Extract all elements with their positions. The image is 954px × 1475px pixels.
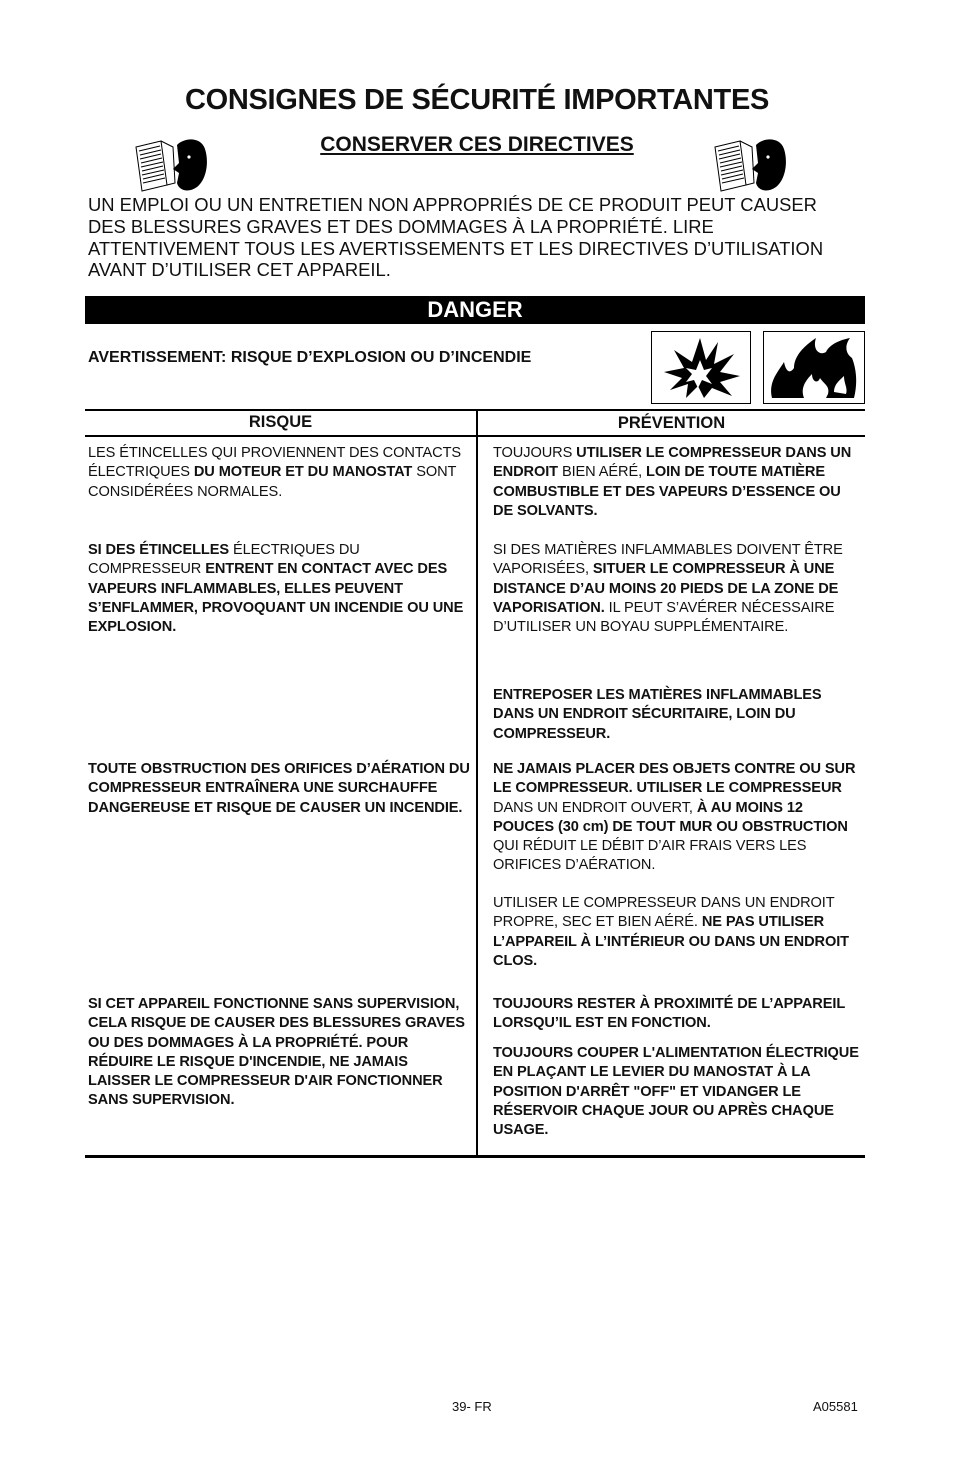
bold-text-run: TOUJOURS RESTER À PROXIMITÉ DE L’APPAREIL LORSQU’IL EST EN FONCTION. (493, 996, 845, 1032)
cell-text (88, 541, 473, 637)
bold-text-run: ENTRENT EN CONTACT AVEC DES VAPEURS INFLAMMABLES, ELLES PEUVENT S’ENFLAMMER, PROVOQUANT UN INCENDIE OU UNE EXPLOSION. (88, 561, 464, 636)
text-run: IL PEUT S’AVÉRER NÉCESSAIRE D’UTILISER UN BOYAU SUPPLÉMENTAIRE. (493, 599, 835, 636)
bold-text-run: LOIN DE TOUTE MATIÈRE COMBUSTIBLE ET DES VAPEURS D’ESSENCE OU DE SOLVANTS. (493, 464, 841, 519)
bold-text-run: NE JAMAIS PLACER DES OBJETS CONTRE OU SUR LE COMPRESSEUR. UTILISER LE COMPRESSEUR (493, 761, 856, 797)
text-run: DANS UN ENDROIT OUVERT, (493, 799, 697, 816)
explosion-icon (652, 332, 749, 402)
intro-line: UN EMPLOI OU UN ENTRETIEN NON APPROPRIÉS DE CE PRODUIT PEUT CAUSER (88, 194, 817, 215)
table-bottom-rule (85, 1155, 865, 1158)
risk-column-header: RISQUE (248, 413, 313, 431)
cell-text (493, 1044, 863, 1140)
text-run: UTILISER LE COMPRESSEUR DANS UN ENDROIT PROPRE, SEC ET BIEN AÉRÉ. (493, 895, 835, 931)
intro-line: AVANT D’UTILISER CET APPAREIL. (88, 259, 391, 281)
cell-text (493, 444, 863, 521)
prevention-column-header: PRÉVENTION (617, 414, 726, 432)
prevention-cell (493, 894, 863, 971)
bold-text-run: TOUJOURS COUPER L'ALIMENTATION ÉLECTRIQUE EN PLAÇANT LE LEVIER DU MANOSTAT À LA POSITION D'ARRÊT "OFF" ET VIDANGER LE RÉSERVOIR CHAQUE JOUR OU APRÈS CHAQUE USAGE. (493, 1045, 859, 1139)
text-run: TOUJOURS (493, 445, 577, 461)
intro-line: ATTENTIVEMENT TOUS LES AVERTISSEMENTS ET LES DIRECTIVES D’UTILISATION (88, 237, 824, 259)
intro-paragraph (88, 194, 878, 281)
text-run: SONT CONSIDÉRÉES NORMALES. (88, 464, 457, 500)
table-top-rule-left (85, 409, 476, 411)
page-number: 39- FR (452, 1399, 492, 1414)
text-run: LES ÉTINCELLES QUI PROVIENNENT DES CONTACTS ÉLECTRIQUES (88, 445, 462, 481)
table-top-rule-right (478, 409, 865, 411)
text-run: ÉLECTRIQUES DU COMPRESSEUR (88, 542, 360, 578)
danger-banner: DANGER (85, 296, 865, 324)
cell-text (88, 444, 473, 502)
prevention-cell (493, 760, 863, 876)
bold-text-run: À AU MOINS 12 POUCES (30 cm) DE TOUT MUR OU OBSTRUCTION (493, 799, 848, 835)
page-title: CONSIGNES DE SÉCURITÉ IMPORTANTES (184, 84, 770, 116)
prevention-cell (493, 444, 863, 521)
column-divider (476, 409, 478, 1157)
text-run: SI DES MATIÈRES INFLAMMABLES DOIVENT ÊTRE VAPORISÉES, (493, 542, 843, 578)
explosion-hazard-box (651, 331, 751, 404)
prevention-cell (493, 1044, 863, 1140)
risk-cell (88, 541, 473, 637)
cell-text (493, 686, 863, 744)
bold-text-run: DU MOTEUR ET DU MANOSTAT (193, 464, 413, 481)
risk-cell (88, 760, 473, 818)
prevention-cell (493, 995, 863, 1034)
cell-text (88, 760, 473, 818)
prevention-cell (493, 541, 863, 637)
bold-text-run: SITUER LE COMPRESSEUR À UNE DISTANCE D’AU MOINS 20 PIEDS DE LA ZONE DE VAPORISATION. (493, 561, 839, 616)
cell-text (88, 995, 473, 1111)
page-subtitle: CONSERVER CES DIRECTIVES (320, 133, 634, 156)
document-code: A05581 (813, 1399, 858, 1414)
cell-text (493, 995, 863, 1034)
warning-heading: AVERTISSEMENT: RISQUE D’EXPLOSION OU D’INCENDIE (88, 349, 532, 366)
fire-icon (764, 332, 863, 402)
bold-text-run: SI DES ÉTINCELLES (88, 542, 230, 558)
fire-hazard-box (763, 331, 865, 404)
cell-text (493, 541, 863, 637)
header-bottom-rule-left (85, 435, 476, 437)
bold-text-run: NE PAS UTILISER L’APPAREIL À L’INTÉRIEUR OU DANS UN ENDROIT CLOS. (493, 914, 849, 969)
prevention-cell (493, 686, 863, 744)
intro-line: DES BLESSURES GRAVES ET DES DOMMAGES À LA PROPRIÉTÉ. LIRE (88, 215, 714, 237)
bold-text-run: UTILISER LE COMPRESSEUR DANS UN ENDROIT (493, 445, 852, 481)
risk-cell (88, 995, 473, 1111)
bold-text-run: SI CET APPAREIL FONCTIONNE SANS SUPERVISION, CELA RISQUE DE CAUSER DES BLESSURES GRAVES OU DES DOMMAGES À LA PROPRIÉTÉ. POUR RÉDUIRE LE RISQUE D'INCENDIE, NE JAMAIS LAISSER LE COMPRESSEUR D'AIR FONCTIONNER SANS SUPERVISION. (88, 996, 465, 1109)
bold-text-run: ENTREPOSER LES MATIÈRES INFLAMMABLES DANS UN ENDROIT SÉCURITAIRE, LOIN DU COMPRESSEUR. (493, 687, 822, 742)
text-run: QUI RÉDUIT LE DÉBIT D’AIR FRAIS VERS LES ORIFICES D’AÉRATION. (493, 838, 807, 874)
bold-text-run: TOUTE OBSTRUCTION DES ORIFICES D’AÉRATION DU COMPRESSEUR ENTRAÎNERA UNE SURCHAUFFE DANGEREUSE ET RISQUE DE CAUSER UN INCENDIE. (88, 761, 470, 816)
risk-cell (88, 444, 473, 502)
header-bottom-rule-right (478, 435, 865, 437)
cell-text (493, 760, 863, 876)
cell-text (493, 894, 863, 971)
text-run: BIEN AÉRÉ, (557, 464, 646, 481)
